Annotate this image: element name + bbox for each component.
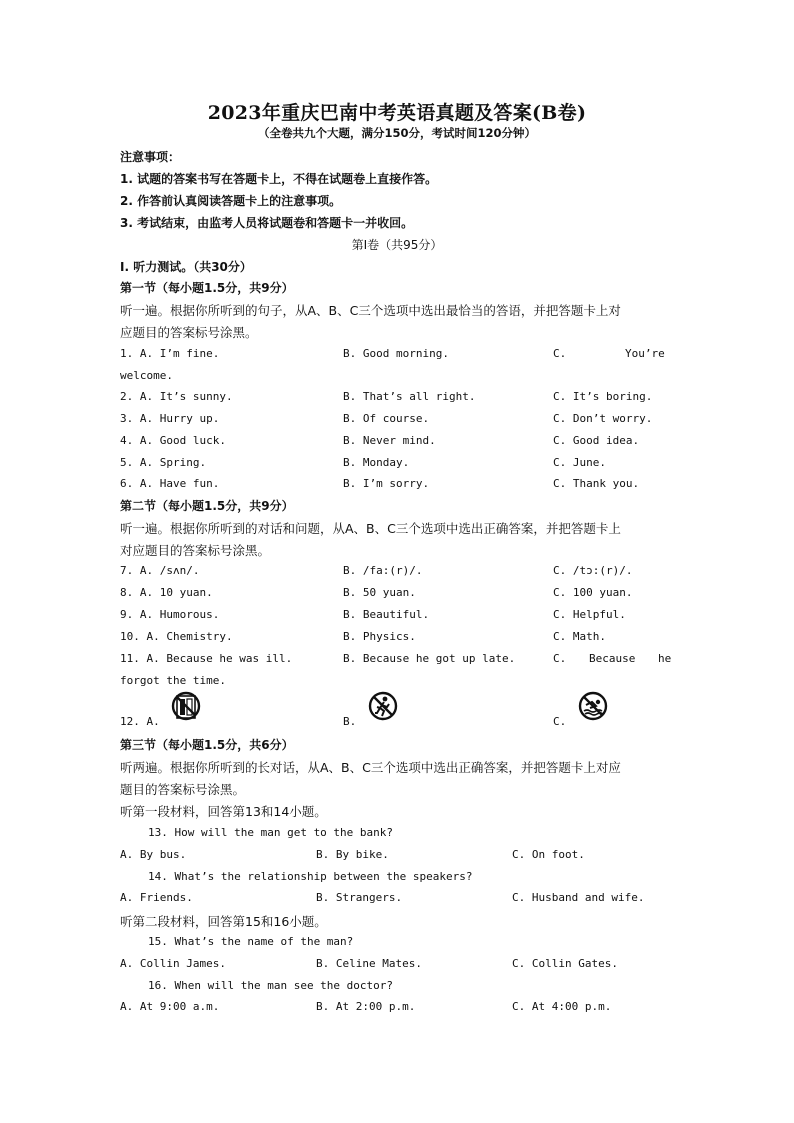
q8-option-b: B. 50 yuan. [343,586,416,599]
q13-option-c: C. On foot. [512,848,585,861]
q15-option-b: B. Celine Mates. [316,957,422,970]
q15-question: 15. What’s the name of the man? [148,935,354,948]
q16-question: 16. When will the man see the doctor? [148,979,394,992]
q11-option-c-text: Because [589,652,636,665]
q1-option-a: 1. A. I’m fine. [120,347,220,360]
s1-instruction-cont: 应题目的答案标号涂黑。 [120,325,258,340]
q7-option-b: B. /fa:(r)/. [343,564,423,577]
q7-option-a: 7. A. /sʌn/. [120,564,200,577]
q12-option-a: 12. A. [120,715,160,728]
q1-option-c: C. [553,347,567,360]
q10-option-b: B. Physics. [343,630,416,643]
s3-instruction: 听两遍。根据你所听到的长对话，从A、B、C三个选项中选出正确答案，并把答题卡上对应 [120,760,621,775]
q16-option-a: A. At 9:00 a.m. [120,1000,220,1013]
notes-heading: 注意事项： [120,150,181,164]
q1-option-b: B. Good morning. [343,347,449,360]
q10-option-a: 10. A. Chemistry. [120,630,233,643]
no-swimming-icon [578,691,608,721]
s1-instruction: 听一遍。根据你所听到的句子，从A、B、C三个选项中选出最恰当的答语，并把答题卡上对 [120,303,621,318]
q9-option-a: 9. A. Humorous. [120,608,220,621]
no-smoking-icon [171,691,201,721]
q16-option-b: B. At 2:00 p.m. [316,1000,416,1013]
part1-title: 第Ⅰ卷（共95分） [351,238,443,252]
page-subtitle: （全卷共九个大题，满分150分，考试时间120分钟） [257,126,536,140]
q8-option-c: C. 100 yuan. [553,586,633,599]
q16-option-c: C. At 4:00 p.m. [512,1000,612,1013]
note-item: 3. 考试结束，由监考人员将试题卷和答题卡一并收回。 [120,216,414,230]
q3-option-b: B. Of course. [343,412,430,425]
q5-option-c: C. June. [553,456,606,469]
no-running-icon [368,691,398,721]
q1-option-c-text: You’re [625,347,665,360]
q11-option-c-cont: forgot the time. [120,674,226,687]
material-2-label: 听第二段材料，回答第15和16小题。 [120,914,327,929]
q11-option-a: 11. A. Because he was ill. [120,652,293,665]
q6-option-c: C. Thank you. [553,477,640,490]
q13-option-a: A. By bus. [120,848,187,861]
q15-option-c: C. Collin Gates. [512,957,618,970]
q12-option-b: B. [343,715,357,728]
q12-option-c: C. [553,715,567,728]
q7-option-c: C. /tɔ:(r)/. [553,564,633,577]
q3-option-c: C. Don’t worry. [553,412,653,425]
q15-option-a: A. Collin James. [120,957,226,970]
s3-title: 第三节（每小题1.5分，共6分） [120,738,294,752]
note-item: 2. 作答前认真阅读答题卡上的注意事项。 [120,194,342,208]
q5-option-b: B. Monday. [343,456,410,469]
q9-option-b: B. Beautiful. [343,608,430,621]
q14-question: 14. What’s the relationship between the speakers? [148,870,473,883]
page-title: 2023年重庆巴南中考英语真题及答案(B卷) [207,102,587,124]
q8-option-a: 8. A. 10 yuan. [120,586,213,599]
q2-option-a: 2. A. It’s sunny. [120,390,233,403]
note-item: 1. 试题的答案书写在答题卡上，不得在试题卷上直接作答。 [120,172,438,186]
q11-option-c-text2: he [658,652,672,665]
q6-option-a: 6. A. Have fun. [120,477,220,490]
q2-option-c: C. It’s boring. [553,390,653,403]
q3-option-a: 3. A. Hurry up. [120,412,220,425]
s2-instruction: 听一遍。根据你所听到的对话和问题，从A、B、C三个选项中选出正确答案，并把答题卡上 [120,521,621,536]
q13-option-b: B. By bike. [316,848,389,861]
q4-option-a: 4. A. Good luck. [120,434,226,447]
q4-option-b: B. Never mind. [343,434,436,447]
q13-question: 13. How will the man get to the bank? [148,826,394,839]
s2-instruction-cont: 对应题目的答案标号涂黑。 [120,543,271,558]
q11-option-c: C. [553,652,567,665]
section1-title: Ⅰ. 听力测试。（共30分） [120,260,252,274]
s2-title: 第二节（每小题1.5分，共9分） [120,499,294,513]
q4-option-c: C. Good idea. [553,434,640,447]
q1-option-c-cont: welcome. [120,369,173,382]
q5-option-a: 5. A. Spring. [120,456,207,469]
q6-option-b: B. I’m sorry. [343,477,430,490]
q2-option-b: B. That’s all right. [343,390,476,403]
q14-option-c: C. Husband and wife. [512,891,645,904]
s1-title: 第一节（每小题1.5分，共9分） [120,281,294,295]
material-1-label: 听第一段材料，回答第13和14小题。 [120,804,327,819]
q11-option-b: B. Because he got up late. [343,652,516,665]
q14-option-b: B. Strangers. [316,891,403,904]
q10-option-c: C. Math. [553,630,606,643]
q9-option-c: C. Helpful. [553,608,626,621]
q14-option-a: A. Friends. [120,891,193,904]
s3-instruction-cont: 题目的答案标号涂黑。 [120,782,246,797]
